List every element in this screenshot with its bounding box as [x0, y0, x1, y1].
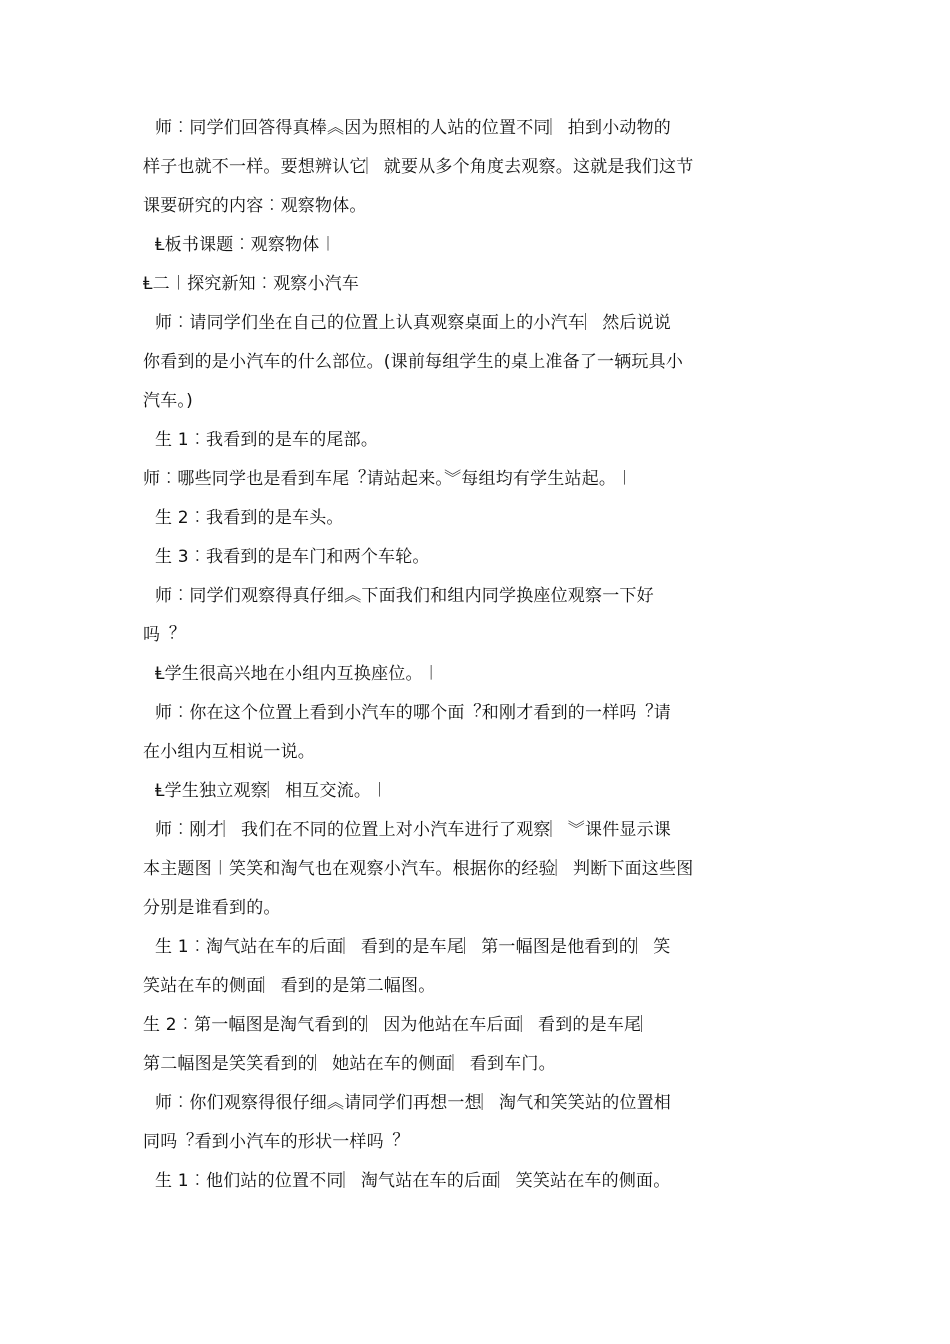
- text-line: 笑站在车的侧面︳看到的是第二幅图。: [143, 976, 436, 996]
- text-line: 生 1︰淘气站在车的后面︳看到的是车尾︳第一幅图是他看到的︳笑: [155, 937, 671, 957]
- text-line: Ⱡ二︱探究新知︰观察小汽车: [143, 274, 360, 294]
- text-line: 在小组内互相说一说。: [143, 742, 315, 762]
- text-line: 师︰你在这个位置上看到小汽车的哪个面︖和刚才看到的一样吗︖请: [155, 703, 671, 723]
- text-line: 师︰同学们观察得真仔细︽下面我们和组内同学换座位观察一下好: [155, 586, 654, 606]
- text-line: Ⱡ学生很高兴地在小组内互换座位。︱: [155, 664, 440, 684]
- text-line: 同吗︖看到小汽车的形状一样吗︖: [143, 1132, 401, 1152]
- text-line: 师︰哪些同学也是看到车尾︖请站起来。︾每组均有学生站起。︱: [143, 469, 634, 489]
- text-line: 生 1︰我看到的是车的尾部。: [155, 430, 379, 450]
- text-line: 课要研究的内容︰观察物体。: [143, 196, 367, 216]
- text-line: 汽车。): [143, 391, 193, 411]
- text-line: 第二幅图是笑笑看到的︳她站在车的侧面︳看到车门。: [143, 1054, 556, 1074]
- text-line: 分别是谁看到的。: [143, 898, 281, 918]
- text-line: 师︰请同学们坐在自己的位置上认真观察桌面上的小汽车︳然后说说: [155, 313, 671, 333]
- text-line: 生 2︰我看到的是车头。: [155, 508, 344, 528]
- text-line: 样子也就不一样。要想辨认它︳就要从多个角度去观察。这就是我们这节: [143, 157, 694, 177]
- text-line: 生 2︰第一幅图是淘气看到的︳因为他站在车后面︳看到的是车尾︳: [143, 1015, 659, 1035]
- text-line: 生 3︰我看到的是车门和两个车轮。: [155, 547, 430, 567]
- text-line: 本主题图︱笑笑和淘气也在观察小汽车。根据你的经验︳判断下面这些图: [143, 859, 694, 879]
- text-line: 师︰同学们回答得真棒︽因为照相的人站的位置不同︳拍到小动物的: [155, 118, 671, 138]
- text-line: 师︰刚才︳我们在不同的位置上对小汽车进行了观察︳︾课件显示课: [155, 820, 671, 840]
- text-line: Ⱡ学生独立观察︳相互交流。︱: [155, 781, 389, 801]
- text-line: 吗︖: [143, 625, 178, 645]
- text-line: Ⱡ板书课题︰观察物体︱: [155, 235, 337, 255]
- text-line: 生 1︰他们站的位置不同︳淘气站在车的后面︳笑笑站在车的侧面。: [155, 1171, 671, 1191]
- text-line: 师︰你们观察得很仔细︽请同学们再想一想︳淘气和笑笑站的位置相: [155, 1093, 671, 1113]
- text-line: 你看到的是小汽车的什么部位。(课前每组学生的桌上准备了一辆玩具小: [143, 352, 684, 372]
